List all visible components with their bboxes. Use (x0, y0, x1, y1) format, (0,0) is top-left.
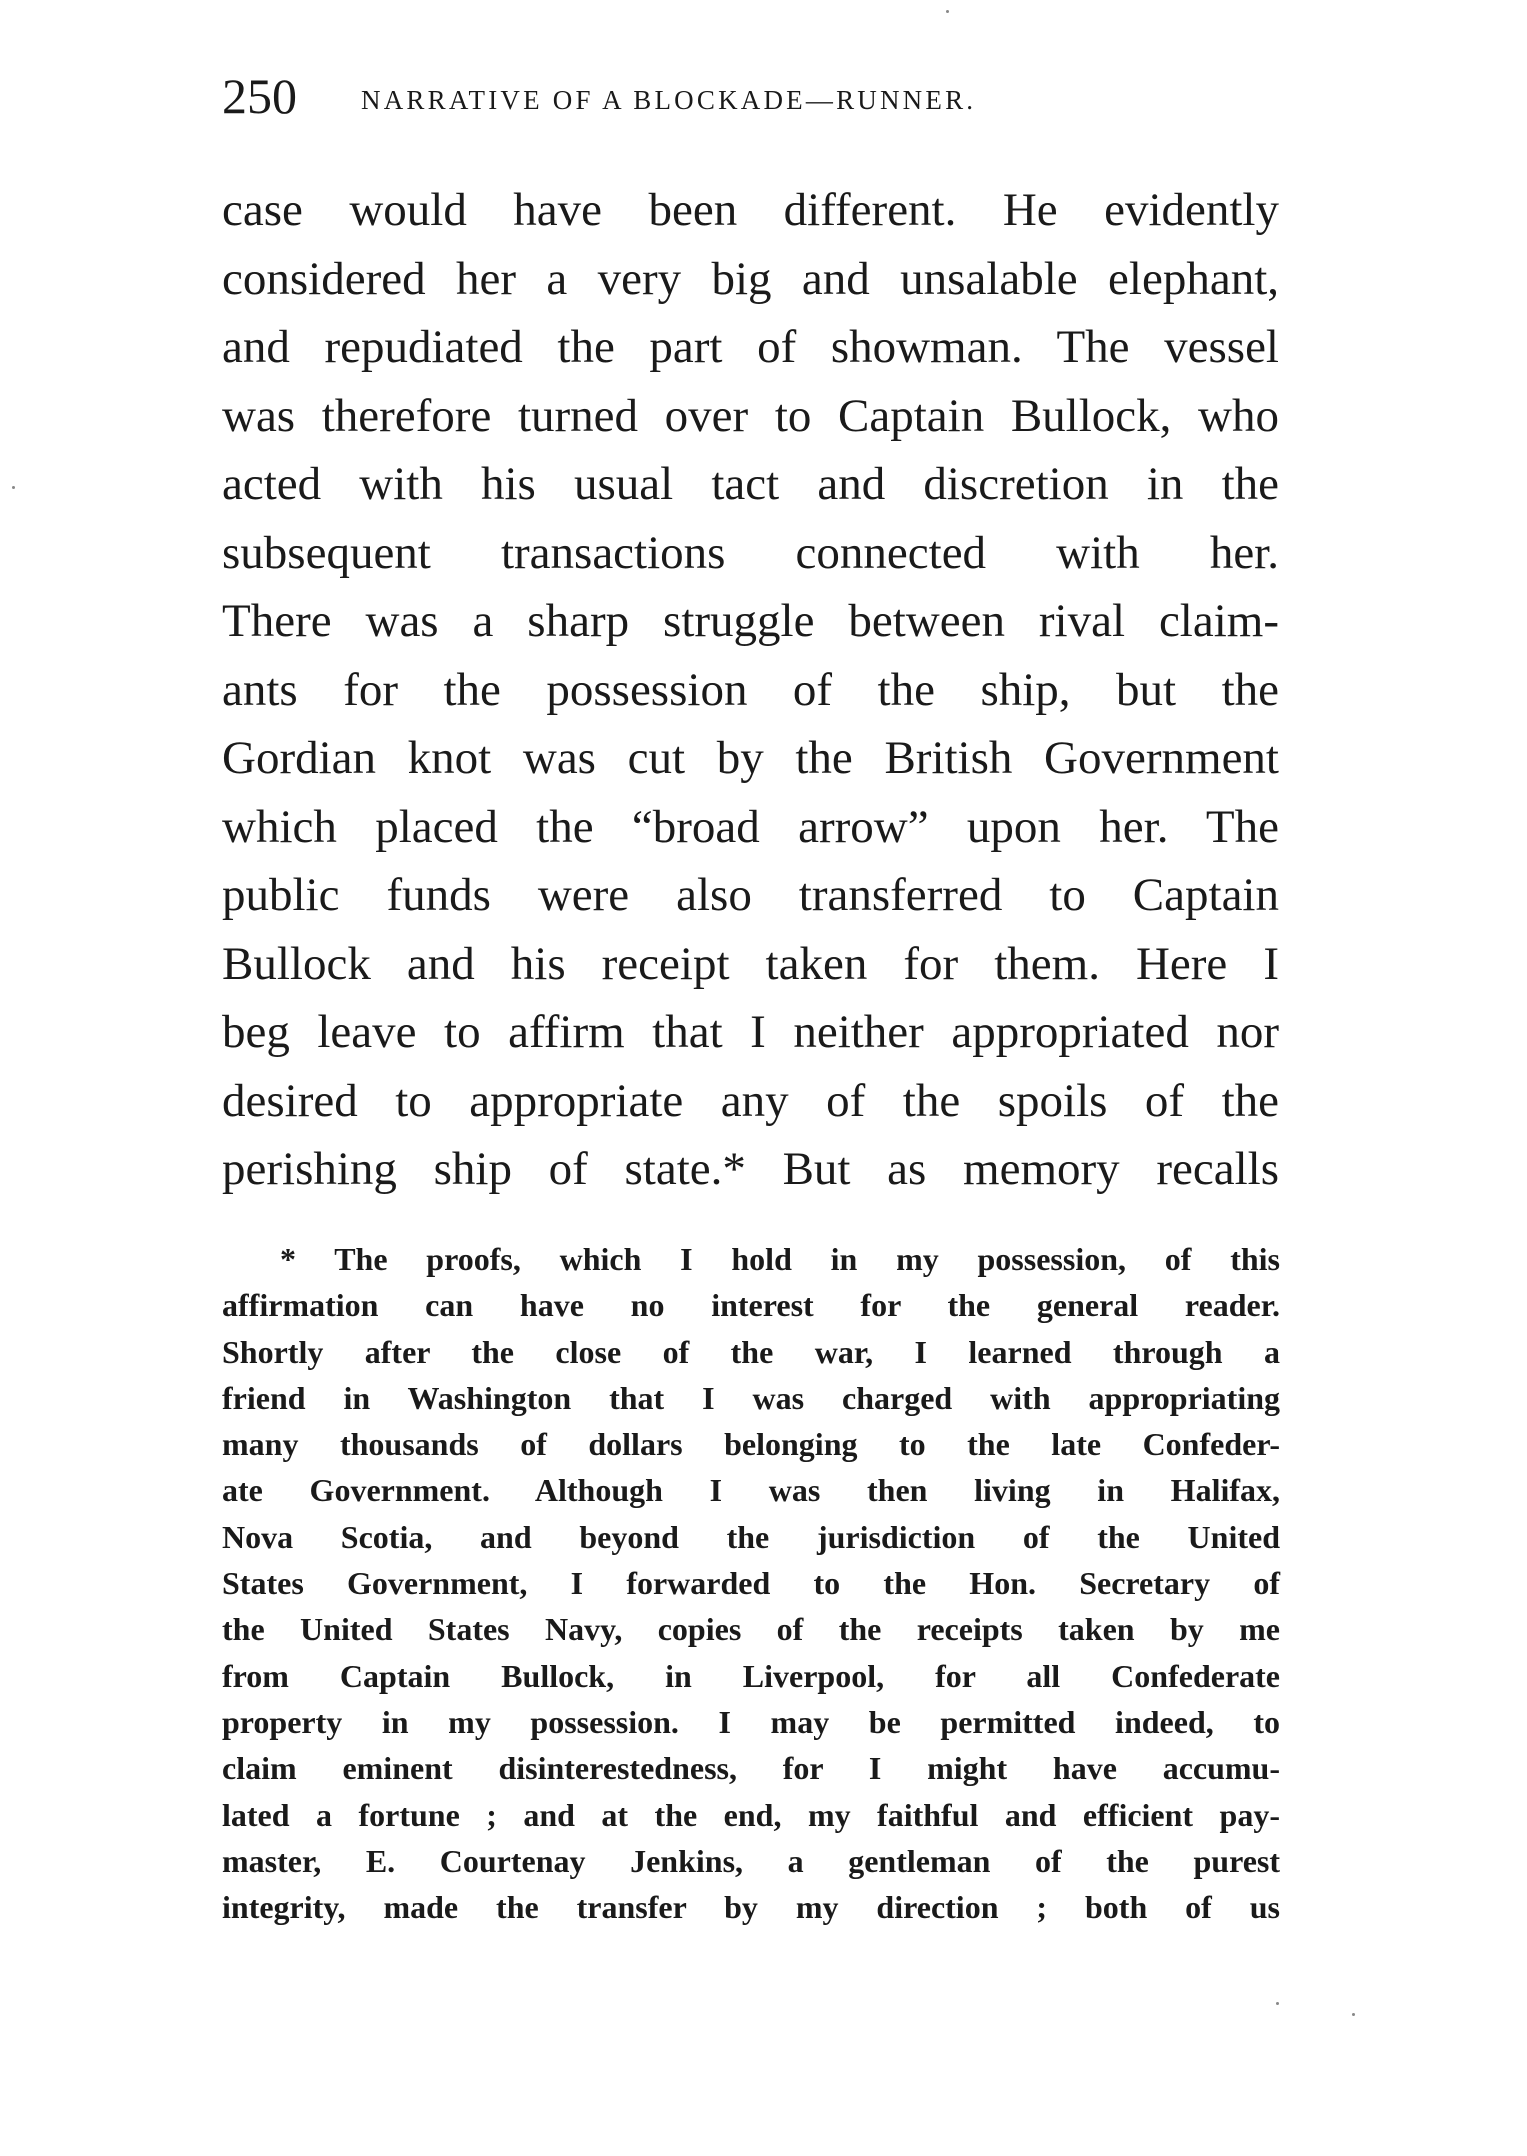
scan-speck (946, 10, 949, 13)
footnote-line: Shortly after the close of the war, I learned through a (222, 1333, 1280, 1370)
body-line: desired to appropriate any of the spoils of the (222, 1074, 1279, 1127)
footnote-line: States Government, I forwarded to the Hon. Secretary of (222, 1565, 1280, 1602)
footnote-line: the United States Navy, copies of the receipts taken by me (222, 1611, 1280, 1648)
footnote-line: many thousands of dollars belonging to the late Confeder- (222, 1426, 1280, 1463)
footnote-line: Nova Scotia, and beyond the jurisdiction of the United (222, 1518, 1280, 1555)
body-line: beg leave to affirm that I neither appropriated nor (222, 1006, 1279, 1058)
body-line: ants for the possession of the ship, but the (222, 663, 1279, 716)
footnote-line: integrity, made the transfer by my direction ; both of us (222, 1889, 1280, 1926)
body-line: case would have been different. He evidently (222, 184, 1279, 236)
footnote-line: affirmation can have no interest for the general reader. (222, 1287, 1280, 1324)
footnote-line: master, E. Courtenay Jenkins, a gentleman of the purest (222, 1842, 1280, 1879)
page-number: 250 (222, 68, 297, 124)
scan-speck (1352, 2013, 1355, 2016)
body-line: public funds were also transferred to Captain (222, 869, 1279, 921)
footnote-line: lated a fortune ; and at the end, my faithful and efficient pay- (222, 1796, 1280, 1833)
scan-speck (1276, 2002, 1279, 2005)
footnote-line: * The proofs, which I hold in my possession, of this (280, 1241, 1280, 1277)
running-head: NARRATIVE OF A BLOCKADE—RUNNER. (361, 85, 977, 115)
body-line: Bullock and his receipt taken for them. Here I (222, 937, 1279, 990)
body-line: considered her a very big and unsalable elephant, (222, 252, 1279, 305)
body-line: was therefore turned over to Captain Bullock, who (222, 389, 1279, 442)
body-line: which placed the “broad arrow” upon her. The (222, 800, 1279, 853)
body-line: There was a sharp struggle between rival claim- (222, 595, 1279, 647)
body-line: and repudiated the part of showman. The vessel (222, 321, 1279, 373)
footnote-line: claim eminent disinterestedness, for I might have accumu- (222, 1750, 1280, 1787)
footnote (222, 1236, 1280, 1930)
body-line: subsequent transactions connected with her. (222, 526, 1279, 579)
body-line: Gordian knot was cut by the British Government (222, 732, 1279, 784)
page-header (222, 66, 1282, 136)
body-line: perishing ship of state.* But as memory recalls (222, 1143, 1279, 1195)
footnote-line: property in my possession. I may be permitted indeed, to (222, 1703, 1280, 1740)
footnote-line: ate Government. Although I was then living in Halifax, (222, 1472, 1280, 1509)
body-line: acted with his usual tact and discretion in the (222, 458, 1279, 510)
scan-speck (12, 486, 15, 489)
footnote-line: from Captain Bullock, in Liverpool, for all Confederate (222, 1657, 1280, 1694)
body-text (222, 176, 1279, 1204)
footnote-line: friend in Washington that I was charged with appropriating (222, 1379, 1280, 1416)
